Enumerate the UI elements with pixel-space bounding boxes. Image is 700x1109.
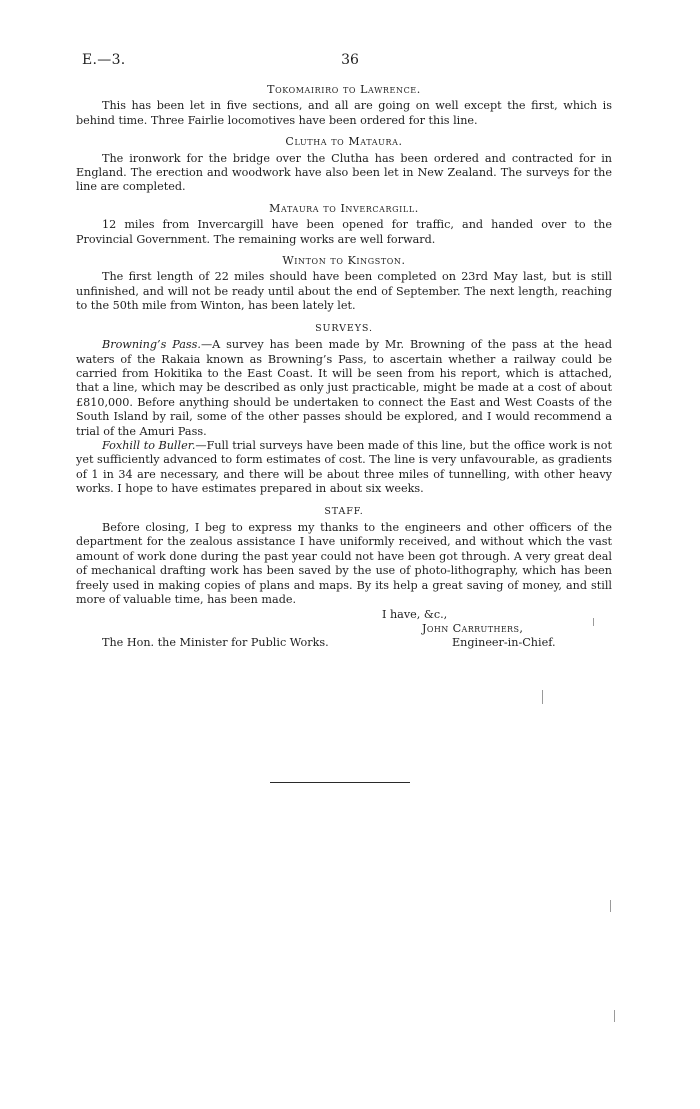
paragraph-brownings-pass xyxy=(76,338,612,439)
page-number: 36 xyxy=(341,52,359,68)
scan-mark xyxy=(614,1010,615,1022)
closing-i-have: I have, &c., xyxy=(382,608,448,622)
addressee: The Hon. the Minister for Public Works. xyxy=(102,636,329,650)
closing-block xyxy=(76,608,612,656)
paragraph-tokomairiro: This has been let in five sections, and all are going on well except the first, which is behind time. Three Fairlie locomotives have been ordered for this line. xyxy=(76,99,612,127)
scan-mark xyxy=(542,690,543,704)
scan-mark xyxy=(593,618,594,626)
brownings-pass-text: —A survey has been made by Mr. Browning of the pass at the head waters of the Rakaia known as Browning’s Pass, to ascertain whether a railway could be carried from Hokitika to the East Coast. It will be seen from his report, which is attached, that a line, which may be described as only just practicable, might be made at a cost of about £810,000. Before anything should be undertaken to connect the East and West Coasts of the South Island by rail, some of the other passes should be explored, and I would recommend a trial of the Amuri Pass. xyxy=(76,338,613,438)
brownings-pass-lead: Browning’s Pass. xyxy=(102,338,201,352)
foxhill-lead: Foxhill to Buller. xyxy=(102,438,196,452)
paragraph-clutha: The ironwork for the bridge over the Clutha has been ordered and contracted for in England. The erection and woodwork have also been let in New Zealand. The surveys for the line are completed. xyxy=(76,151,612,194)
paragraph-foxhill xyxy=(76,439,612,497)
section-heading-mataura: Mataura to Invercargill. xyxy=(269,201,419,215)
signatory-title: Engineer-in-Chief. xyxy=(452,636,556,650)
section-heading-winton: Winton to Kingston. xyxy=(282,254,406,268)
end-rule xyxy=(270,782,410,783)
document-body xyxy=(76,80,612,656)
staff-heading: STAFF. xyxy=(324,505,364,517)
paragraph-staff: Before closing, I beg to express my thanks to the engineers and other officers of the department for the zealous assistance I have uniformly received, and without which the vast amount of work done during the past year could not have been got through. A very great deal of mechanical drafting work has been saved by the use of photo-lithography, which has been freely used in making copies of plans and maps. By its help a great saving of money, and still more of valuable time, has been made. xyxy=(76,520,612,606)
signatory-name: John Carruthers, xyxy=(422,622,524,636)
document-reference: E.—3. xyxy=(82,52,126,68)
foxhill-text: —Full trial surveys have been made of this line, but the office work is not yet sufficiently advanced to form estimates of cost. The line is very unfavourable, as gradients of 1 in 34 are necessary, and there will be about three miles of tunnelling, with other heavy works. I hope to have estimates prepared in about six weeks. xyxy=(76,438,612,496)
section-heading-clutha: Clutha to Mataura. xyxy=(285,135,403,149)
scan-mark xyxy=(610,900,611,912)
surveys-heading: SURVEYS. xyxy=(315,322,373,334)
paragraph-mataura: 12 miles from Invercargill have been opened for traffic, and handed over to the Provincial Government. The remaining works are well forward. xyxy=(76,218,612,246)
paragraph-winton: The first length of 22 miles should have been completed on 23rd May last, but is still unfinished, and will not be ready until about the end of September. The next length, reaching to the 50th mile from Winton, has been lately let. xyxy=(76,270,612,313)
section-heading-tokomairiro: Tokomairiro to Lawrence. xyxy=(267,83,421,96)
